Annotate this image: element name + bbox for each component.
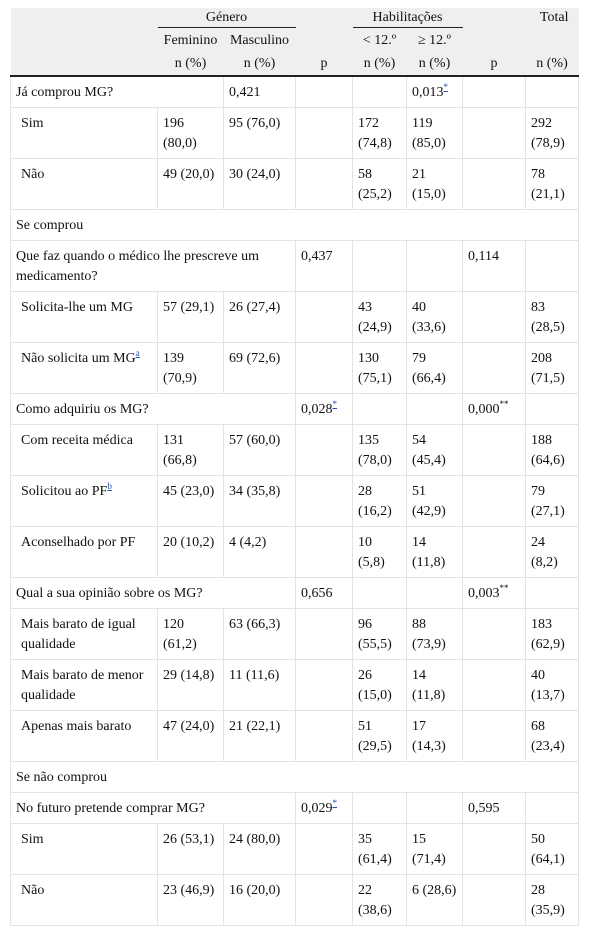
- cell-feminino: 29 (14,8): [158, 660, 224, 711]
- cell-total: 292 (78,9): [526, 108, 579, 159]
- table-row: [11, 824, 579, 875]
- cell-lt12: 51 (29,5): [353, 711, 407, 762]
- section-label: Se comprou: [11, 210, 579, 241]
- header-empty: [296, 8, 353, 28]
- cell-feminino: 139 (70,9): [158, 343, 224, 394]
- p-value-genero: 0,029: [301, 801, 333, 816]
- table-row: [11, 292, 579, 343]
- cell-total: 79 (27,1): [526, 476, 579, 527]
- cell-feminino: 49 (20,0): [158, 159, 224, 210]
- cell-total: 40 (13,7): [526, 660, 579, 711]
- p-value-genero: 0,437: [296, 241, 353, 292]
- cell-ge12: 17 (14,3): [407, 711, 463, 762]
- header-n-pct: n (%): [526, 53, 579, 76]
- header-habilitacoes: Habilitações: [353, 8, 463, 28]
- cell-total: 188 (64,6): [526, 425, 579, 476]
- table-row: [11, 793, 579, 824]
- cell-ge12: 40 (33,6): [407, 292, 463, 343]
- p-value-genero: 0,656: [296, 578, 353, 609]
- cell-masculino: 11 (11,6): [224, 660, 296, 711]
- question-label: Que faz quando o médico lhe prescreve um medicamento?: [11, 241, 296, 292]
- question-label: Qual a sua opinião sobre os MG?: [11, 578, 296, 609]
- cell-masculino: 21 (22,1): [224, 711, 296, 762]
- table-row: [11, 108, 579, 159]
- cell-masculino: 69 (72,6): [224, 343, 296, 394]
- header-empty: [11, 28, 158, 53]
- answer-label: Não solicita um MG: [21, 351, 136, 366]
- header-empty: [463, 8, 526, 28]
- answer-label: Solicita-lhe um MG: [11, 292, 158, 343]
- header-lt12: < 12.º: [353, 28, 407, 53]
- cell-ge12: 88 (73,9): [407, 609, 463, 660]
- header-empty: [296, 28, 353, 53]
- cell-lt12: 96 (55,5): [353, 609, 407, 660]
- header-empty: [526, 28, 579, 53]
- header-p-habilitacoes: p: [463, 53, 526, 76]
- cell-total: 78 (21,1): [526, 159, 579, 210]
- question-label: No futuro pretende comprar MG?: [11, 793, 296, 824]
- answer-label: Com receita médica: [11, 425, 158, 476]
- header-empty: [11, 8, 158, 28]
- cell-lt12: 43 (24,9): [353, 292, 407, 343]
- table-row: [11, 476, 579, 527]
- cell-ge12: 119 (85,0): [407, 108, 463, 159]
- cell-feminino: 20 (10,2): [158, 527, 224, 578]
- answer-label-cell: [11, 343, 158, 394]
- section-label: Se não comprou: [11, 762, 579, 793]
- footnote-link[interactable]: a: [135, 348, 140, 358]
- cell-lt12: 28 (16,2): [353, 476, 407, 527]
- header-total: Total: [526, 8, 579, 28]
- answer-label: Não: [11, 159, 158, 210]
- answer-label-cell: [11, 476, 158, 527]
- cell-ge12: 6 (28,6): [407, 875, 463, 926]
- header-n-pct: n (%): [158, 53, 224, 76]
- table-header: [11, 8, 579, 76]
- cell-feminino: 196 (80,0): [158, 108, 224, 159]
- cell-ge12: 54 (45,4): [407, 425, 463, 476]
- cell-masculino: 4 (4,2): [224, 527, 296, 578]
- cell-ge12: 14 (11,8): [407, 527, 463, 578]
- p-value-habilitacoes-cell: [407, 76, 463, 108]
- significance-mark: **: [499, 399, 509, 409]
- cell-masculino: 26 (27,4): [224, 292, 296, 343]
- answer-label: Não: [11, 875, 158, 926]
- cell-ge12: 15 (71,4): [407, 824, 463, 875]
- table-row: [11, 425, 579, 476]
- p-value-habilitacoes: 0,003: [468, 586, 500, 601]
- table-row: [11, 711, 579, 762]
- answer-label: Sim: [11, 824, 158, 875]
- cell-feminino: 57 (29,1): [158, 292, 224, 343]
- table-body: [11, 76, 579, 926]
- cell-masculino: 95 (76,0): [224, 108, 296, 159]
- p-value-habilitacoes: 0,595: [463, 793, 526, 824]
- p-value-habilitacoes: 0,000: [468, 402, 500, 417]
- p-value-habilitacoes-cell: [463, 578, 526, 609]
- cell-masculino: 57 (60,0): [224, 425, 296, 476]
- p-value-habilitacoes: 0,013: [412, 85, 444, 100]
- header-empty: [11, 53, 158, 76]
- cell-lt12: 22 (38,6): [353, 875, 407, 926]
- header-p-genero: p: [296, 53, 353, 76]
- cell-total: 183 (62,9): [526, 609, 579, 660]
- p-value-genero-cell: [296, 793, 353, 824]
- table-row: [11, 76, 579, 108]
- cell-ge12: 79 (66,4): [407, 343, 463, 394]
- significance-mark: **: [499, 583, 509, 593]
- header-empty: [463, 28, 526, 53]
- answer-label: Sim: [11, 108, 158, 159]
- cell-lt12: 58 (25,2): [353, 159, 407, 210]
- cell-feminino: 26 (53,1): [158, 824, 224, 875]
- header-n-pct: n (%): [353, 53, 407, 76]
- p-value-genero-cell: [296, 394, 353, 425]
- header-feminino: Feminino: [158, 28, 224, 53]
- header-masculino: Masculino: [224, 28, 296, 53]
- cell-feminino: 131 (66,8): [158, 425, 224, 476]
- cell-feminino: 47 (24,0): [158, 711, 224, 762]
- cell-lt12: 35 (61,4): [353, 824, 407, 875]
- table-row: [11, 609, 579, 660]
- cell-lt12: 172 (74,8): [353, 108, 407, 159]
- cell-total: 83 (28,5): [526, 292, 579, 343]
- cell-feminino: 45 (23,0): [158, 476, 224, 527]
- p-value-habilitacoes-cell: [463, 394, 526, 425]
- cell-total: 24 (8,2): [526, 527, 579, 578]
- table-row: [11, 159, 579, 210]
- question-label: Como adquiriu os MG?: [11, 394, 296, 425]
- cell-total: 68 (23,4): [526, 711, 579, 762]
- cell-ge12: 21 (15,0): [407, 159, 463, 210]
- cell-feminino: 120 (61,2): [158, 609, 224, 660]
- table-row: [11, 875, 579, 926]
- header-n-pct: n (%): [224, 53, 296, 76]
- results-table: [10, 8, 579, 926]
- header-genero: Género: [158, 8, 296, 28]
- p-value-habilitacoes: 0,114: [463, 241, 526, 292]
- answer-label: Aconselhado por PF: [11, 527, 158, 578]
- header-ge12: ≥ 12.º: [407, 28, 463, 53]
- answer-label: Solicitou ao PF: [21, 484, 108, 499]
- cell-lt12: 10 (5,8): [353, 527, 407, 578]
- footnote-link[interactable]: *: [443, 82, 448, 92]
- cell-masculino: 30 (24,0): [224, 159, 296, 210]
- answer-label: Mais barato de igual qualidade: [11, 609, 158, 660]
- footnote-link[interactable]: *: [332, 399, 337, 409]
- answer-label: Mais barato de menor qualidade: [11, 660, 158, 711]
- table-row: [11, 578, 579, 609]
- p-value-genero: 0,028: [301, 402, 333, 417]
- cell-ge12: 51 (42,9): [407, 476, 463, 527]
- table-row: [11, 394, 579, 425]
- footnote-link[interactable]: b: [107, 481, 112, 491]
- cell-lt12: 26 (15,0): [353, 660, 407, 711]
- table-row: [11, 241, 579, 292]
- header-n-pct: n (%): [407, 53, 463, 76]
- question-label: Já comprou MG?: [11, 76, 224, 108]
- table-row: [11, 527, 579, 578]
- cell-lt12: 130 (75,1): [353, 343, 407, 394]
- answer-label: Apenas mais barato: [11, 711, 158, 762]
- cell-masculino: 63 (66,3): [224, 609, 296, 660]
- p-value-genero: 0,421: [224, 76, 296, 108]
- cell-masculino: 16 (20,0): [224, 875, 296, 926]
- table-row: [11, 762, 579, 793]
- cell-masculino: 34 (35,8): [224, 476, 296, 527]
- cell-total: 50 (64,1): [526, 824, 579, 875]
- cell-masculino: 24 (80,0): [224, 824, 296, 875]
- cell-ge12: 14 (11,8): [407, 660, 463, 711]
- table-row: [11, 343, 579, 394]
- table-row: [11, 210, 579, 241]
- table-row: [11, 660, 579, 711]
- cell-total: 208 (71,5): [526, 343, 579, 394]
- cell-feminino: 23 (46,9): [158, 875, 224, 926]
- cell-total: 28 (35,9): [526, 875, 579, 926]
- footnote-link[interactable]: *: [332, 798, 337, 808]
- cell-lt12: 135 (78,0): [353, 425, 407, 476]
